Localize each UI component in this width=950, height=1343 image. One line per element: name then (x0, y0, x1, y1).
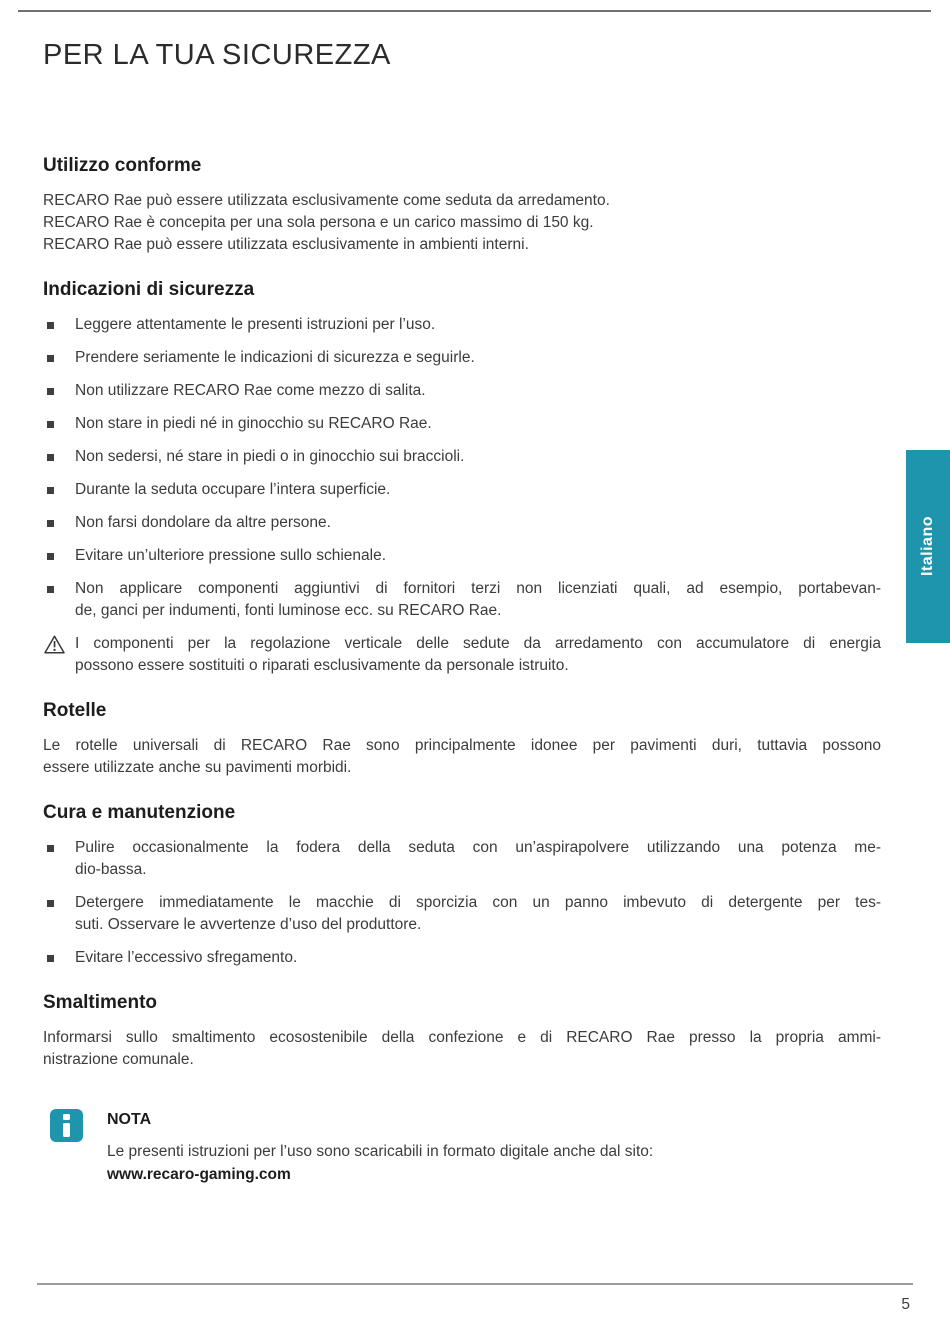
list-item (43, 545, 881, 567)
utilizzo-paragraph (43, 190, 881, 256)
list-item-text: Non farsi dondolare da altre persone. (75, 514, 331, 531)
wrapped-line-2: nistrazione comunale. (43, 1051, 194, 1068)
wrapped-line-2: essere utilizzate anche su pavimenti morbidi. (43, 759, 352, 776)
footer-divider (37, 1283, 913, 1285)
section-heading-smaltimento: Smaltimento (43, 992, 158, 1013)
section-heading-cura: Cura e manutenzione (43, 802, 236, 823)
paragraph-line: RECARO Rae è concepita per una sola persona e un carico massimo di 150 kg. (43, 214, 594, 231)
square-bullet-icon (47, 586, 54, 593)
wrapped-line-2: possono essere sostituiti o riparati esclusivamente da personale istruito. (75, 657, 569, 674)
square-bullet-icon (47, 355, 54, 362)
list-item (43, 314, 881, 336)
wrapped-line-1: Informarsi sullo smaltimento ecosostenibile della confezione e di RECARO Rae presso la propria ammi- (43, 1029, 881, 1046)
note-block (43, 1109, 881, 1186)
square-bullet-icon (47, 388, 54, 395)
warning-text (75, 633, 881, 677)
language-tab-label: Italiano (919, 516, 936, 577)
warning-item (43, 633, 881, 677)
wrapped-line-1: I componenti per la regolazione verticale delle sedute da arredamento con accumulatore di energia (75, 635, 881, 652)
page-number: 5 (901, 1296, 910, 1313)
list-item-text: Non stare in piedi né in ginocchio su RECARO Rae. (75, 415, 432, 432)
list-item-text (75, 578, 881, 622)
wrapped-line-1: Le rotelle universali di RECARO Rae sono principalmente idonee per pavimenti duri, tuttavia possono (43, 737, 881, 754)
list-item (43, 512, 881, 534)
section-heading-indicazioni: Indicazioni di sicurezza (43, 279, 255, 300)
list-item (43, 479, 881, 501)
list-item-text: Durante la seduta occupare l’intera superficie. (75, 481, 391, 498)
note-content (107, 1109, 653, 1186)
square-bullet-icon (47, 955, 54, 962)
list-item-text (75, 892, 881, 936)
list-item (43, 347, 881, 369)
list-item (43, 578, 881, 622)
list-item-text (75, 837, 881, 881)
page-title: PER LA TUA SICUREZZA (43, 39, 391, 71)
page-content (43, 38, 881, 1186)
wrapped-line-1: Detergere immediatamente le macchie di sporcizia con un panno imbevuto di detergente per tes- (75, 894, 881, 911)
wrapped-line-2: dio-bassa. (75, 861, 147, 878)
note-text: Le presenti istruzioni per l’uso sono scaricabili in formato digitale anche dal sito: (107, 1143, 654, 1160)
list-item-text: Non sedersi, né stare in piedi o in ginocchio sui braccioli. (75, 448, 465, 465)
list-item (43, 446, 881, 468)
list-item-text: Prendere seriamente le indicazioni di sicurezza e seguirle. (75, 349, 475, 366)
square-bullet-icon (47, 421, 54, 428)
square-bullet-icon (47, 520, 54, 527)
square-bullet-icon (47, 900, 54, 907)
list-item-text: Leggere attentamente le presenti istruzioni per l’uso. (75, 316, 436, 333)
list-item (43, 380, 881, 402)
smaltimento-paragraph (43, 1027, 881, 1071)
info-icon (50, 1109, 83, 1142)
website-link[interactable]: www.recaro-gaming.com (107, 1166, 291, 1183)
list-item (43, 947, 881, 969)
language-tab-italiano (906, 450, 950, 643)
list-item (43, 892, 881, 936)
wrapped-line-2: suti. Osservare le avvertenze d’uso del produttore. (75, 916, 422, 933)
wrapped-line-1: Pulire occasionalmente la fodera della seduta con un’aspirapolvere utilizzando una potenza me- (75, 839, 881, 856)
safety-bullet-list (43, 314, 881, 677)
square-bullet-icon (47, 553, 54, 560)
list-item-text: Non utilizzare RECARO Rae come mezzo di salita. (75, 382, 426, 399)
list-item-text: Evitare un’ulteriore pressione sullo schienale. (75, 547, 387, 564)
wrapped-line-1: Non applicare componenti aggiuntivi di fornitori terzi non licenziati quali, ad esempio, portabevan- (75, 580, 881, 597)
list-item-text: Evitare l’eccessivo sfregamento. (75, 949, 298, 966)
section-heading-rotelle: Rotelle (43, 700, 107, 721)
square-bullet-icon (47, 322, 54, 329)
note-title: NOTA (107, 1111, 152, 1128)
square-bullet-icon (47, 454, 54, 461)
section-heading-utilizzo: Utilizzo conforme (43, 155, 202, 176)
list-item (43, 837, 881, 881)
rotelle-paragraph (43, 735, 881, 779)
header-divider (18, 10, 931, 12)
wrapped-line-2: de, ganci per indumenti, fonti luminose ecc. su RECARO Rae. (75, 602, 502, 619)
square-bullet-icon (47, 845, 54, 852)
square-bullet-icon (47, 487, 54, 494)
paragraph-line: RECARO Rae può essere utilizzata esclusivamente come seduta da arredamento. (43, 192, 610, 209)
warning-triangle-icon (44, 635, 65, 659)
list-item (43, 413, 881, 435)
paragraph-line: RECARO Rae può essere utilizzata esclusivamente in ambienti interni. (43, 236, 529, 253)
care-bullet-list (43, 837, 881, 969)
